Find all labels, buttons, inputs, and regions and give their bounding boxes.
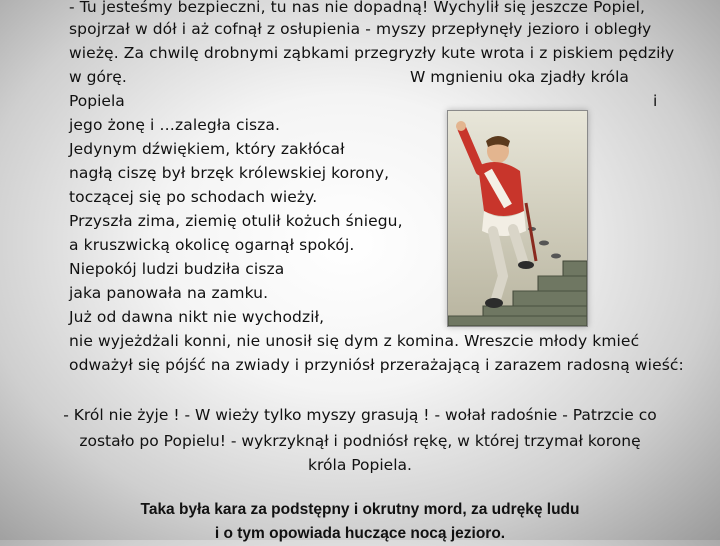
text-line: - Tu jesteśmy bezpieczni, tu nas nie dopadną! Wychylił się jeszcze Popiel, <box>69 0 646 16</box>
text-line: wieżę. Za chwilę drobnymi ząbkami przegryzły kute wrota i z piskiem pędziły <box>69 44 675 62</box>
text-line: nagłą ciszę był brzęk królewskiej korony, <box>69 164 390 182</box>
moral-line: i o tym opowiada huczące nocą jezioro. <box>214 525 506 542</box>
quote-line: zostało po Popielu! - wykrzyknął i podniósł rękę, w której trzymał koronę <box>79 432 641 450</box>
text-line: Już od dawna nikt nie wychodził, <box>69 308 325 326</box>
quote-line: - Król nie żyje ! - W wieży tylko myszy grasują ! - wołał radośnie - Patrzcie co <box>63 406 657 424</box>
text-line-left: Popiela <box>69 92 125 110</box>
text-line: jaka panowała na zamku. <box>69 284 269 302</box>
text-line: Przyszła zima, ziemię otulił kożuch śniegu, <box>69 212 403 230</box>
text-line: odważył się pójść na zwiady i przyniósł przerażającą i zarazem radosną wieść: <box>69 356 684 374</box>
moral-line: Taka była kara za podstępny i okrutny mord, za udrękę ludu <box>140 501 580 518</box>
text-line: jego żonę i …zaległa cisza. <box>69 116 281 134</box>
text-line: Niepokój ludzi budziła cisza <box>69 260 285 278</box>
text-line: a kruszwicką okolicę ogarnął spokój. <box>69 236 355 254</box>
text-line-right: W mgnieniu oka zjadły króla <box>410 68 629 86</box>
text-line: Jedynym dźwiękiem, który zakłócał <box>69 140 345 158</box>
text-line: nie wyjeżdżali konni, nie unosił się dym z komina. Wreszcie młody kmieć <box>69 332 640 350</box>
quote-line: króla Popiela. <box>308 456 412 474</box>
text-line: spojrzał w dół i aż cofnął z osłupienia - myszy przepłynęły jezioro i obległy <box>69 20 652 38</box>
text-line: toczącej się po schodach wieży. <box>69 188 318 206</box>
king-falling-on-stairs-illustration <box>447 110 588 327</box>
text-line-right: i <box>653 92 658 110</box>
text-line-left: w górę. <box>69 68 127 86</box>
